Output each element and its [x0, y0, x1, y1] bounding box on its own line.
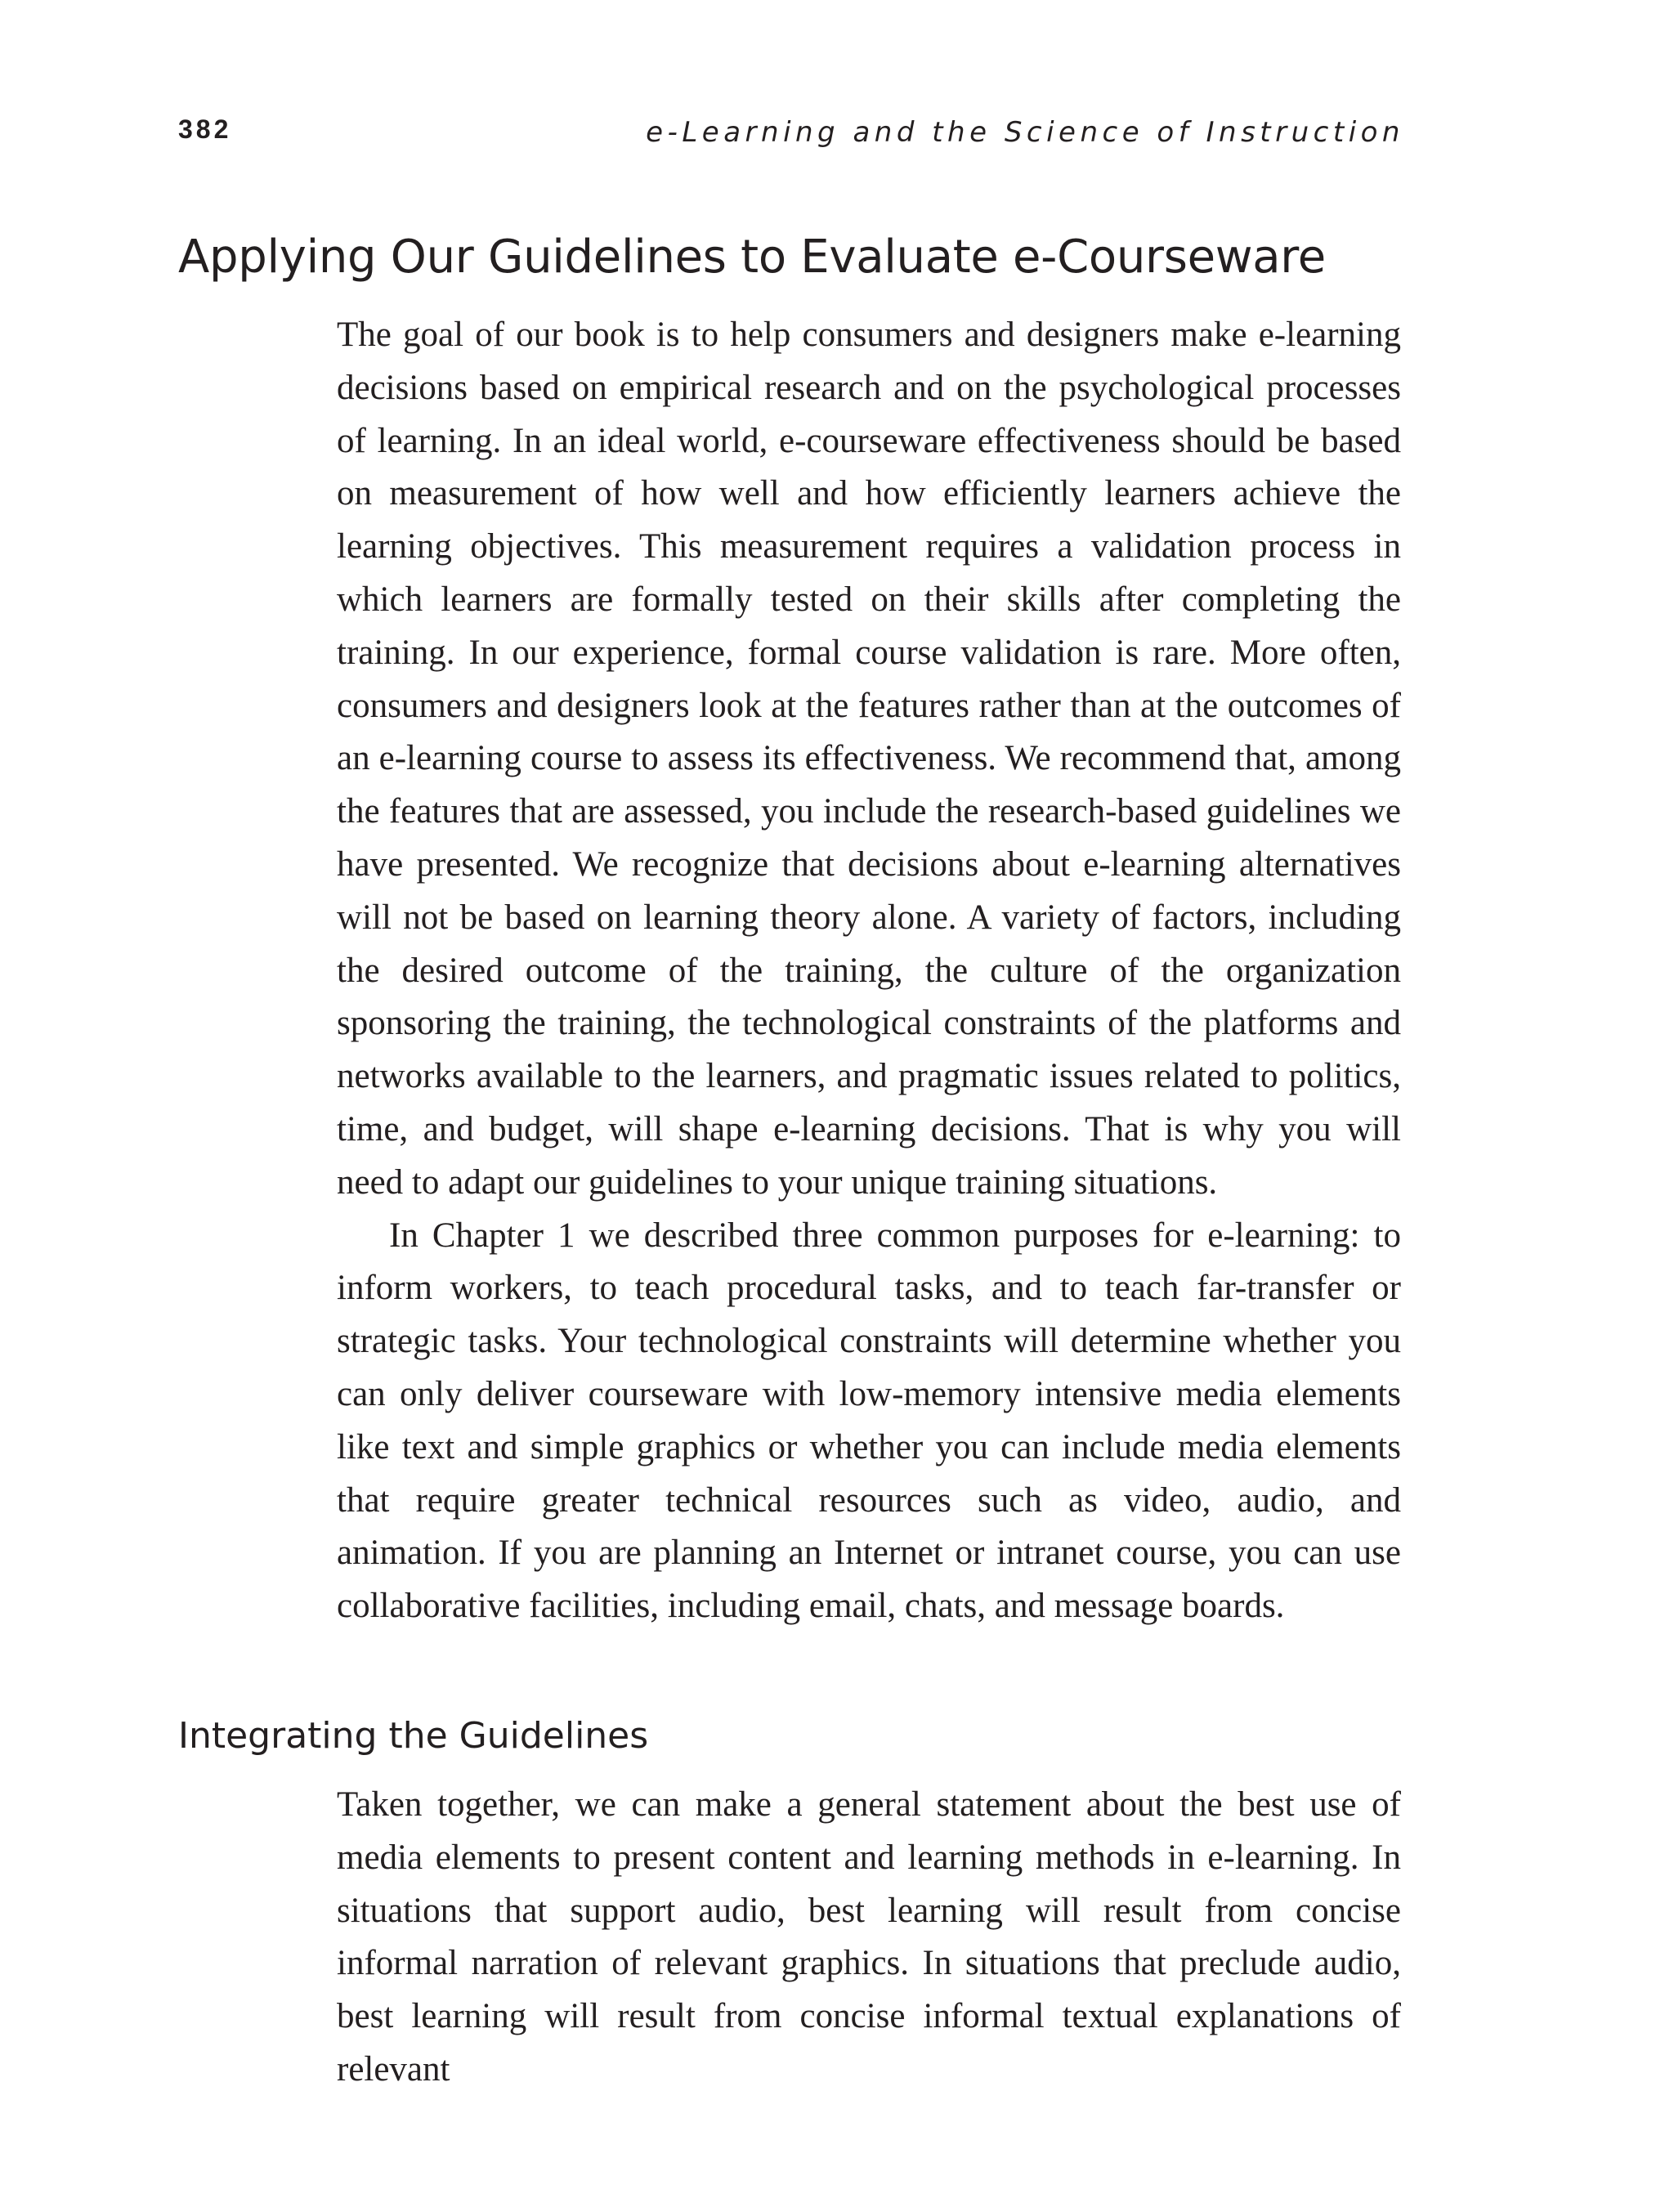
body-paragraph: Taken together, we can make a general statement about the best use of media elements to present content and learning methods in e-learning. In situations that support audio, best learning will result from concise informal narration of relevant graphics. In situations that preclude audio, best learning will result from concise informal textual explanations of relevant — [337, 1785, 1401, 2089]
running-head — [178, 114, 1404, 163]
subsection-body — [337, 1779, 1401, 2097]
subsection-heading: Integrating the Guidelines — [178, 1715, 649, 1757]
section-body — [337, 309, 1401, 1633]
running-head-title: e-Learning and the Science of Instruction — [646, 116, 1404, 149]
page-number: 382 — [178, 114, 232, 144]
body-paragraph: In Chapter 1 we described three common purposes for e-learning: to inform workers, to teach procedural tasks, and to teach far-transfer or strategic tasks. Your technological constraints will determine whether you can only deliver courseware with low-memory intensive media elements like text and simple graphics or whether you can include media elements that require greater technical resources such as video, audio, and animation. If you are planning an Internet or intranet course, you can use collaborative facilities, including email, chats, and message boards. — [337, 1216, 1401, 1626]
body-paragraph: The goal of our book is to help consumers and designers make e-learning decisions based on empirical research and on the psychological processes of learning. In an ideal world, e-courseware effectiveness should be based on measurement of how well and how efficiently learners achieve the learning objectives. This measurement requires a validation process in which learners are formally tested on their skills after completing the training. In our experience, formal course validation is rare. More often, consumers and designers look at the features rather than at the outcomes of an e-learning course to assess its effectiveness. We recommend that, among the features that are assessed, you include the research-based guidelines we have presented. We recognize that decisions about e-learning alternatives will not be based on learning theory alone. A variety of factors, including the desired outcome of the training, the culture of the organization sponsoring the training, the technological constraints of the platforms and networks available to the learners, and pragmatic issues related to politics, time, and budget, will shape e-learning decisions. That is why you will need to adapt our guidelines to your unique training situations. — [337, 316, 1401, 1202]
section-heading: Applying Our Guidelines to Evaluate e-Courseware — [178, 231, 1326, 284]
